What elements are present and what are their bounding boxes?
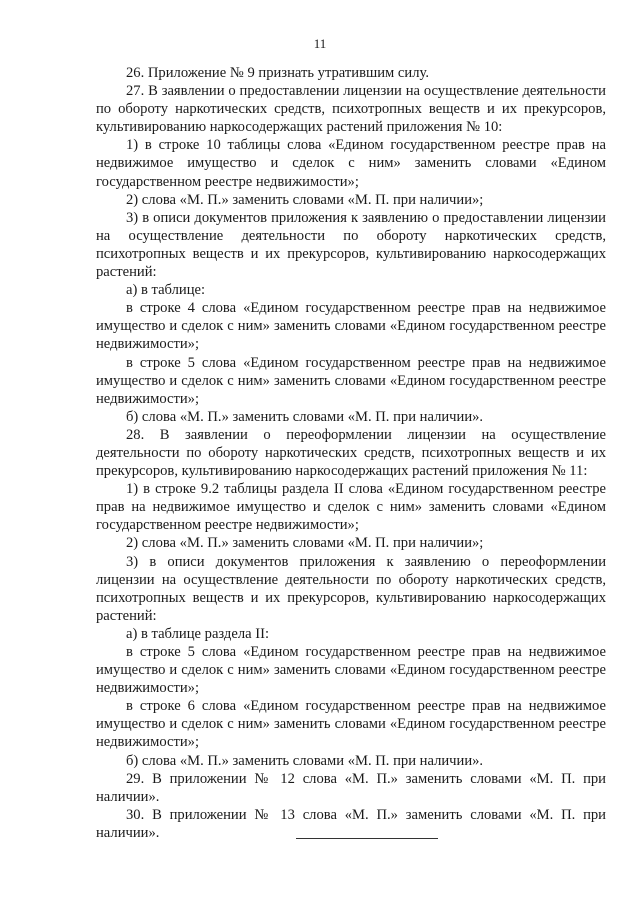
item-28-sub-3: 3) в описи документов приложения к заявлению о переоформлении лицензии на осуществление деятельности по обороту наркотических средств, психотропных веществ и их прекурсоров, культивированию наркосодержащих растений:: [96, 553, 606, 624]
item-27-row-4: в строке 4 слова «Едином государственном реестре прав на недвижимое имущество и сделок с ним» заменить словами «Едином государственном реестре недвижимости»;: [96, 300, 606, 353]
item-27-row-5: в строке 5 слова «Едином государственном реестре прав на недвижимое имущество и сделок с ним» заменить словами «Едином государственном реестре недвижимости»;: [96, 354, 606, 407]
item-28-row-6: в строке 6 слова «Едином государственном реестре прав на недвижимое имущество и сделок с ним» заменить словами «Едином государственном реестре недвижимости»;: [96, 698, 606, 751]
closing-divider: [296, 838, 438, 839]
item-27-sub-1: 1) в строке 10 таблицы слова «Едином государственном реестре прав на недвижимое имущество и сделок с ним» заменить словами «Едином государственном реестре недвижимости»;: [96, 137, 606, 190]
item-27-sub-3-b: б) слова «М. П.» заменить словами «М. П. при наличии».: [126, 408, 484, 425]
item-27-sub-3-a: а) в таблице:: [126, 282, 206, 299]
item-26: 26. Приложение № 9 признать утратившим силу.: [126, 65, 429, 81]
item-28-row-5: в строке 5 слова «Едином государственном реестре прав на недвижимое имущество и сделок с ним» заменить словами «Едином государственном реестре недвижимости»;: [96, 644, 606, 697]
item-29: 29. В приложении № 12 слова «М. П.» заменить словами «М. П. при наличии».: [96, 770, 606, 805]
item-28-sub-2: 2) слова «М. П.» заменить словами «М. П. при наличии»;: [126, 535, 484, 552]
item-27-sub-2: 2) слова «М. П.» заменить словами «М. П. при наличии»;: [126, 191, 484, 208]
page-number: 11: [313, 36, 327, 51]
item-28-sub-3-b: б) слова «М. П.» заменить словами «М. П. при наличии».: [126, 752, 484, 769]
item-28-sub-3-a: а) в таблице раздела II:: [126, 625, 270, 642]
item-27: 27. В заявлении о предоставлении лицензии на осуществление деятельности по обороту наркотических средств, психотропных веществ и их прекурсоров, культивированию наркосодержащих растений приложения № 10:: [96, 83, 606, 136]
item-28-sub-1: 1) в строке 9.2 таблицы раздела II слова «Едином государственном реестре прав на недвижимое имущество и сделок с ним» заменить словами «Едином государственном реестре недвижимости»;: [96, 481, 606, 534]
item-28: 28. В заявлении о переоформлении лицензии на осуществление деятельности по обороту наркотических средств, психотропных веществ и их прекурсоров, культивированию наркосодержащих растений приложения № 11:: [96, 426, 606, 480]
item-27-sub-3: 3) в описи документов приложения к заявлению о предоставлении лицензии на осуществление деятельности по обороту наркотических средств, психотропных веществ и их прекурсоров, культивированию наркосодержащих растений:: [96, 209, 606, 281]
document-body: [96, 64, 606, 842]
item-30: 30. В приложении № 13 слова «М. П.» заменить словами «М. П. при наличии».: [96, 806, 606, 841]
